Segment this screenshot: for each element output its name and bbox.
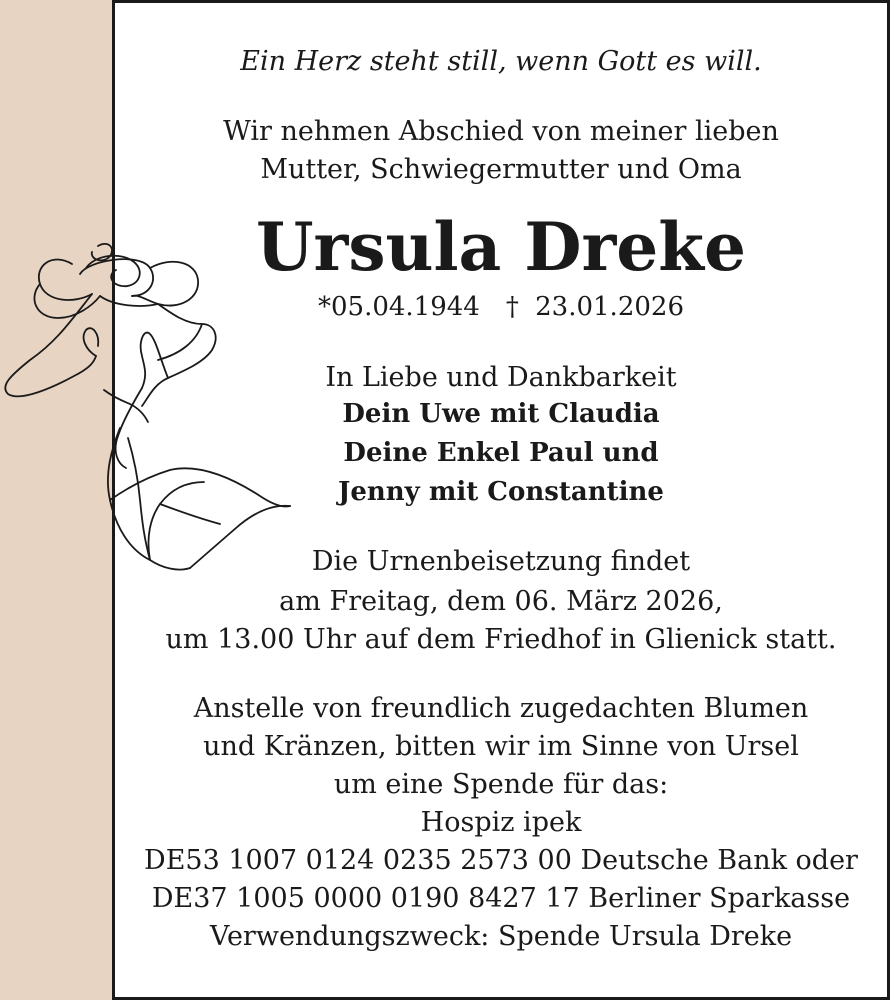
life-dates bbox=[115, 292, 887, 322]
announcement-line-3: um 13.00 Uhr auf dem Friedhof in Glienick statt. bbox=[165, 624, 837, 655]
donation-line-1: Anstelle von freundlich zugedachten Blumen bbox=[193, 693, 809, 724]
donation-recipient: Hospiz ipek bbox=[420, 807, 582, 838]
donation-line-2: und Kränzen, bitten wir im Sinne von Ursel bbox=[203, 731, 799, 762]
birth-date: *05.04.1944 bbox=[317, 292, 480, 322]
signature-line-1: Dein Uwe mit Claudia bbox=[342, 399, 660, 429]
payment-reference: Verwendungszweck: Spende Ursula Dreke bbox=[209, 921, 793, 952]
verse: Ein Herz steht still, wenn Gott es will. bbox=[240, 46, 762, 77]
bank-account-2: DE37 1005 0000 0190 8427 17 Berliner Sparkasse bbox=[151, 883, 851, 914]
death-date: † 23.01.2026 bbox=[505, 292, 684, 322]
deceased-name: Ursula Dreke bbox=[255, 208, 746, 286]
donation-line-3: um eine Spende für das: bbox=[333, 769, 669, 800]
intro-line-2: Mutter, Schwiegermutter und Oma bbox=[260, 154, 742, 185]
notice-content bbox=[115, 0, 887, 1000]
announcement-line-1: Die Urnenbeisetzung findet bbox=[311, 546, 691, 577]
intro-line-1: Wir nehmen Abschied von meiner lieben bbox=[223, 116, 779, 147]
announcement-line-2: am Freitag, dem 06. März 2026, bbox=[279, 586, 723, 617]
bank-account-1: DE53 1007 0124 0235 2573 00 Deutsche Bank oder bbox=[144, 845, 858, 876]
closing-lead: In Liebe und Dankbarkeit bbox=[325, 362, 677, 393]
signature-line-2: Deine Enkel Paul und bbox=[343, 438, 659, 468]
signature-line-3: Jenny mit Constantine bbox=[338, 477, 664, 507]
